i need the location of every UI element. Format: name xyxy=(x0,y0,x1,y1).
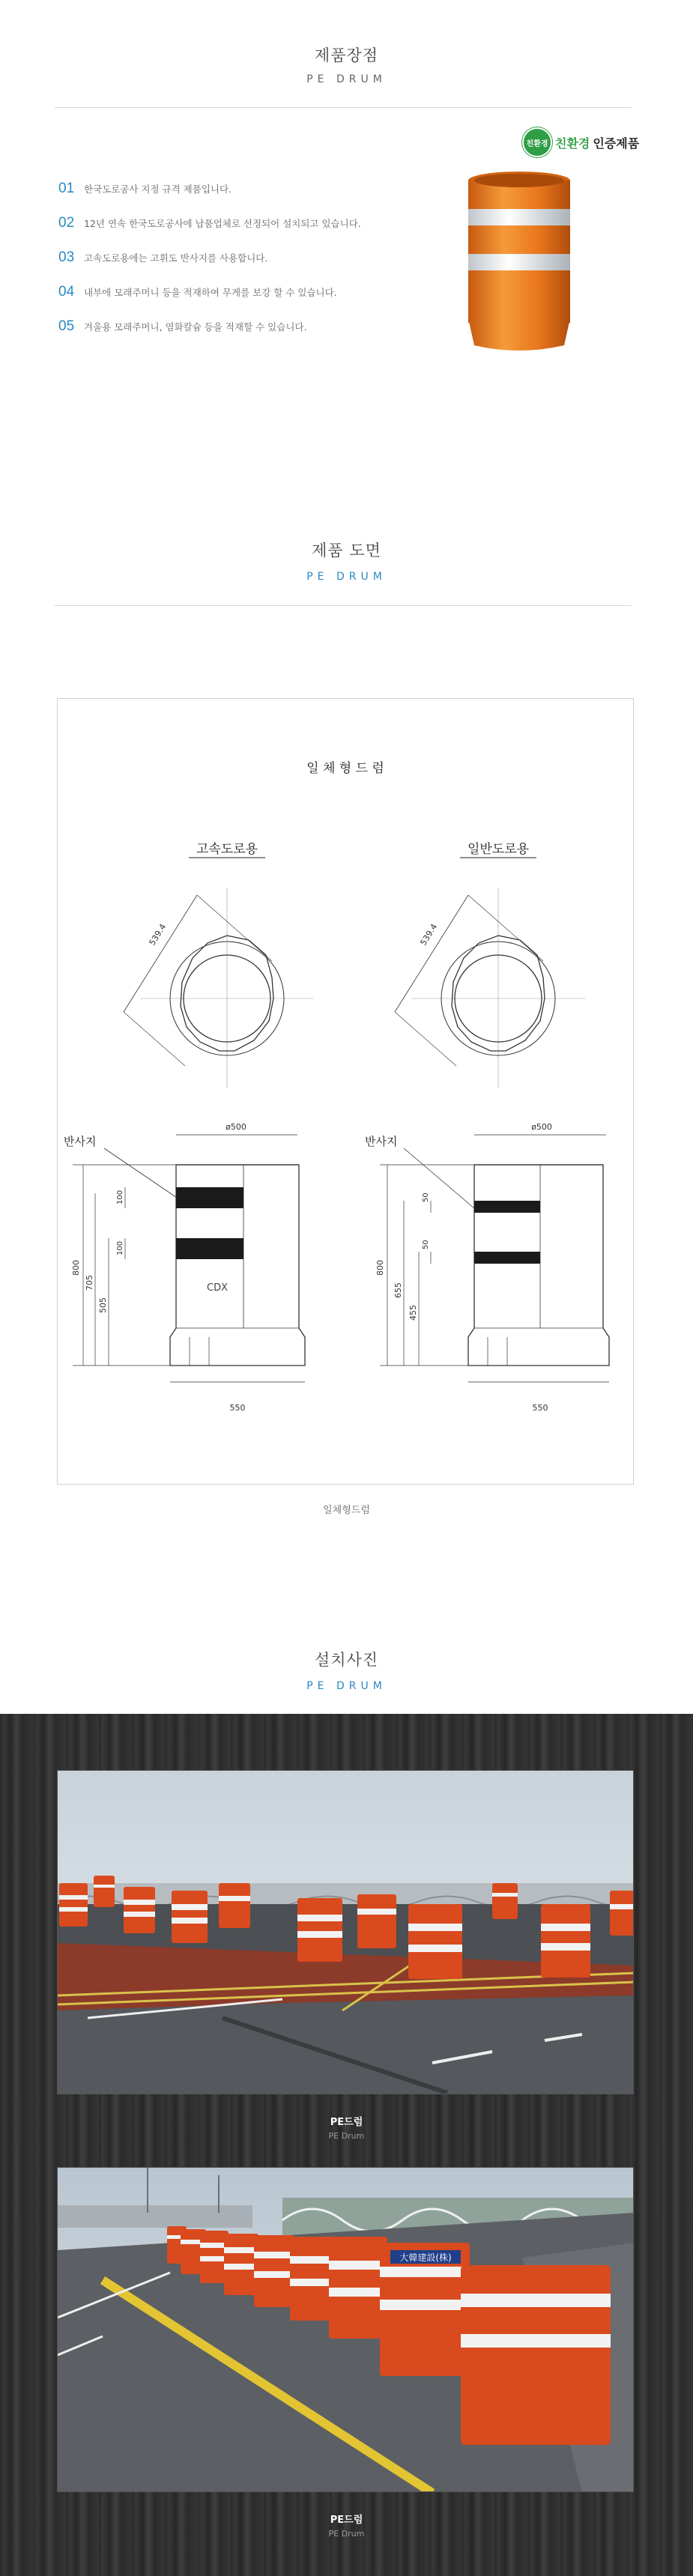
drawing-caption: 일체형드럼 xyxy=(323,1505,370,1516)
highway-top-view xyxy=(124,888,314,1088)
reflector-band-left-1 xyxy=(176,1187,243,1208)
photo-2-caption-sub: PE Drum xyxy=(328,2529,365,2539)
eco-cert-badge xyxy=(522,127,639,157)
feature-item xyxy=(58,180,231,198)
eco-logo-text: 친환경 xyxy=(526,139,548,148)
general-top-view xyxy=(395,888,585,1088)
logo-text-left: CDX xyxy=(207,1282,228,1294)
photo-2-caption-main: PE드럼 xyxy=(330,2515,363,2526)
photo-1-caption xyxy=(0,2114,693,2141)
feature-item xyxy=(58,283,337,301)
drawing-subtitle: PE DRUM xyxy=(306,571,387,583)
photos-subtitle: PE DRUM xyxy=(306,1680,387,1692)
reflector-band-right-1 xyxy=(474,1201,540,1213)
reflector-label-right: 반사지 xyxy=(365,1135,398,1148)
feature-number: 05 xyxy=(58,318,75,334)
drawing-title: 제품 도면 xyxy=(312,542,381,560)
dim-b1-right: 50 xyxy=(422,1192,430,1202)
general-road-label: 일반도로용 xyxy=(467,842,530,857)
feature-text: 내부에 모래주머니 등을 적재하여 무게를 보강 할 수 있습니다. xyxy=(84,287,337,298)
features-divider xyxy=(55,107,632,108)
feature-text: 12년 연속 한국도로공사에 납품업체로 선정되어 설치되고 있습니다. xyxy=(84,218,361,229)
feature-text: 겨울용 모래주머니, 염화칼슘 등을 적재할 수 있습니다. xyxy=(84,321,307,333)
feature-text: 한국도로공사 지정 규격 제품입니다. xyxy=(84,184,232,195)
technical-drawing xyxy=(57,698,634,1485)
eco-green-text: 친환경 xyxy=(555,136,590,151)
feature-number: 01 xyxy=(58,181,75,196)
highway-diag-dim: 539.4 xyxy=(147,921,169,948)
dim-d2-left: 505 xyxy=(98,1297,108,1313)
highway-label: 고속도로용 xyxy=(196,842,258,857)
drawing-heading: 일 체 형 드 럼 xyxy=(306,761,384,776)
reflector-band-left-2 xyxy=(176,1238,243,1259)
dim-b2-right: 50 xyxy=(422,1240,430,1249)
feature-number: 03 xyxy=(58,249,75,265)
general-diag-dim: 539.4 xyxy=(418,921,440,948)
eco-cert-text: 인증제품 xyxy=(593,136,640,151)
feature-number: 02 xyxy=(58,215,75,231)
dim-total-right: 800 xyxy=(375,1260,385,1276)
dim-b2-left: 100 xyxy=(116,1240,124,1255)
eco-logo-icon xyxy=(522,127,552,157)
photo-2-caption xyxy=(0,2512,693,2539)
feature-text: 고속도로용에는 고휘도 반사지를 사용합니다. xyxy=(84,252,268,264)
dim-lines-left xyxy=(73,1165,176,1366)
dim-d1-left: 705 xyxy=(85,1275,94,1291)
dim-total-left: 800 xyxy=(71,1260,81,1276)
feature-item xyxy=(58,318,306,336)
feature-item xyxy=(58,249,267,267)
construction-sign-text: 大韓建設(株) xyxy=(399,2252,452,2263)
photo-1-caption-main: PE드럼 xyxy=(330,2117,363,2128)
top-dim-left: ø500 xyxy=(226,1122,246,1132)
general-side-view xyxy=(468,1165,609,1366)
photos-title: 설치사진 xyxy=(314,1651,379,1669)
bottom-dim-right: 550 xyxy=(532,1403,548,1413)
features-subtitle: PE DRUM xyxy=(306,73,387,85)
reflector-band-right-2 xyxy=(474,1252,540,1264)
feature-item xyxy=(58,214,361,232)
photo-1-caption-sub: PE Drum xyxy=(328,2131,365,2141)
dim-d2-right: 455 xyxy=(408,1305,418,1321)
install-photo-2 xyxy=(57,2167,634,2492)
top-dim-right: ø500 xyxy=(531,1122,552,1132)
reflector-label-left: 반사지 xyxy=(64,1135,97,1148)
drum-product-image xyxy=(463,169,575,356)
feature-number: 04 xyxy=(58,284,75,300)
dim-d1-right: 655 xyxy=(393,1282,403,1298)
bottom-dim-left: 550 xyxy=(229,1403,246,1413)
dim-b1-left: 100 xyxy=(116,1189,124,1204)
features-title: 제품장점 xyxy=(314,46,379,64)
drawing-divider xyxy=(55,605,632,606)
install-photo-1 xyxy=(57,1770,634,2094)
